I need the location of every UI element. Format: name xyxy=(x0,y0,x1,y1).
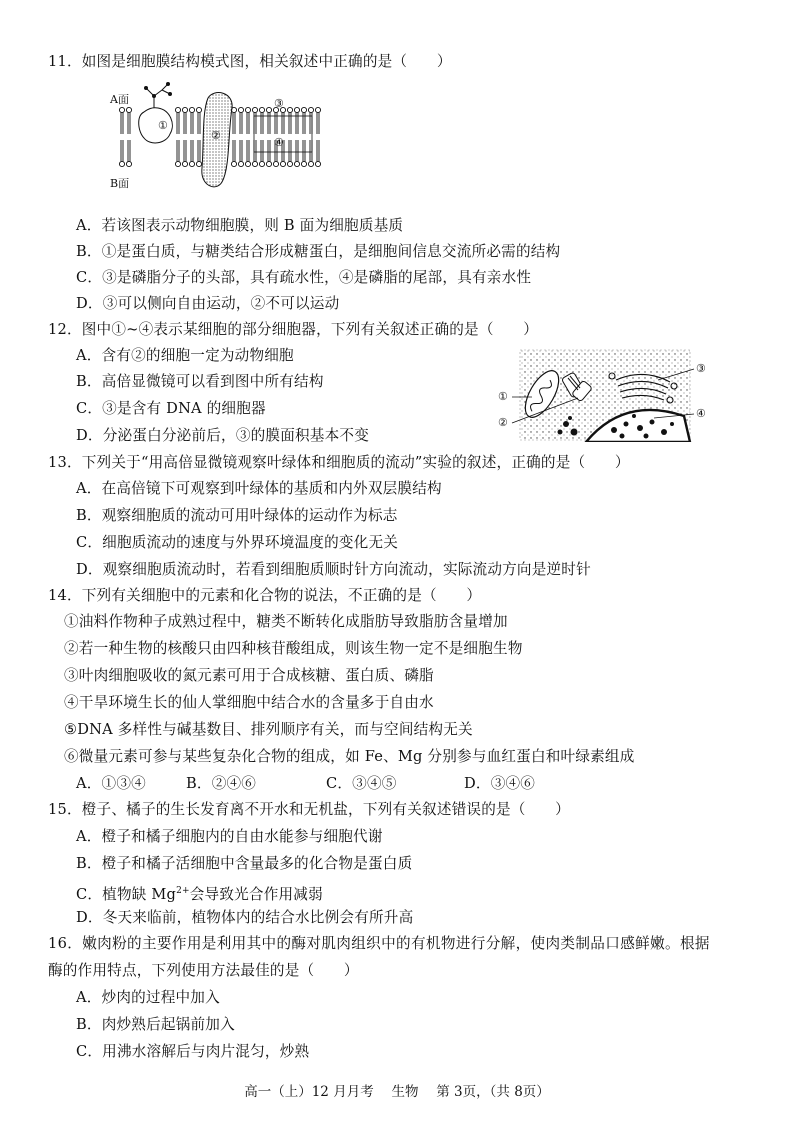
q14-stem: 14．下列有关细胞中的元素和化合物的说法，不正确的是（ ） xyxy=(48,587,482,604)
q14-choice-a: A．①③④ xyxy=(76,775,146,792)
organelle-diagram xyxy=(494,346,714,442)
q11-option-b: B．①是蛋白质，与糖类结合形成糖蛋白，是细胞间信息交流所必需的结构 xyxy=(76,243,561,260)
q16-option-c: C．用沸水溶解后与肉片混匀，炒熟 xyxy=(76,1043,310,1060)
figure-mark-2: ② xyxy=(211,129,221,142)
q12-stem: 12．图中①~④表示某细胞的部分细胞器，下列有关叙述正确的是（ ） xyxy=(48,321,539,338)
q13-option-c: C．细胞质流动的速度与外界环境温度的变化无关 xyxy=(76,534,399,551)
q11-option-a: A．若该图表示动物细胞膜，则 B 面为细胞质基质 xyxy=(76,217,404,234)
q14-statement-2: ②若一种生物的核酸只由四种核苷酸组成，则该生物一定不是细胞生物 xyxy=(64,640,523,657)
organelle-mark-3: ③ xyxy=(696,362,706,375)
q15-option-c xyxy=(76,881,323,905)
q15-option-c-superscript: 2+ xyxy=(176,886,190,896)
q15-option-c-rest: 会导致光合作用减弱 xyxy=(189,886,323,903)
q14-statement-6: ⑥微量元素可参与某些复杂化合物的组成，如 Fe、Mg 分别参与血红蛋白和叶绿素组成 xyxy=(64,748,635,765)
organelle-mark-4: ④ xyxy=(696,407,706,420)
q14-statement-5: ⑤DNA 多样性与碱基数目、排列顺序有关，而与空间结构无关 xyxy=(64,721,473,738)
q14-statement-3: ③叶肉细胞吸收的氮元素可用于合成核糖、蛋白质、磷脂 xyxy=(64,667,434,684)
q12-option-b: B．高倍显微镜可以看到图中所有结构 xyxy=(76,373,324,390)
q14-choice-d: D．③④⑥ xyxy=(464,775,536,792)
q11-stem: 11．如图是细胞膜结构模式图，相关叙述中正确的是（ ） xyxy=(48,53,452,70)
q14-choice-b: B．②④⑥ xyxy=(186,775,257,792)
q16-stem-line2: 酶的作用特点，下列使用方法最佳的是（ ） xyxy=(48,962,359,979)
q15-option-d: D．冬天来临前，植物体内的结合水比例会有所升高 xyxy=(76,909,414,926)
q15-option-b: B．橙子和橘子活细胞中含量最多的化合物是蛋白质 xyxy=(76,855,413,872)
figure-label-b-face: B面 xyxy=(110,177,130,190)
page-footer: 高一（上）12 月月考 生物 第 3页，（共 8页） xyxy=(244,1084,550,1100)
organelle-figure xyxy=(494,346,714,442)
q13-option-b: B．观察细胞质的流动可用叶绿体的运动作为标志 xyxy=(76,507,398,524)
q16-stem-line1: 16．嫩肉粉的主要作用是利用其中的酶对肌肉组织中的有机物进行分解，使肉类制品口感鲜嫩。根据 xyxy=(48,935,710,952)
q12-option-c: C．③是含有 DNA 的细胞器 xyxy=(76,400,266,417)
q13-stem: 13．下列关于“用高倍显微镜观察叶绿体和细胞质的流动”实验的叙述，正确的是（ ） xyxy=(48,454,630,471)
q14-choice-c: C．③④⑤ xyxy=(326,775,397,792)
q15-option-c-text: C．植物缺 Mg xyxy=(76,886,177,903)
organelle-mark-2: ② xyxy=(498,416,508,429)
q12-option-d: D．分泌蛋白分泌前后，③的膜面积基本不变 xyxy=(76,427,369,444)
q15-stem: 15．橙子、橘子的生长发育离不开水和无机盐，下列有关叙述错误的是（ ） xyxy=(48,801,570,818)
cell-membrane-figure xyxy=(104,82,324,192)
figure-label-a-face: A面 xyxy=(110,93,129,106)
figure-mark-4: ④ xyxy=(274,136,284,149)
q14-statement-1: ①油料作物种子成熟过程中，糖类不断转化成脂肪导致脂肪含量增加 xyxy=(64,613,508,630)
q15-option-a: A．橙子和橘子细胞内的自由水能参与细胞代谢 xyxy=(76,828,383,845)
q16-option-b: B．肉炒熟后起锅前加入 xyxy=(76,1016,235,1033)
q14-statement-4: ④干旱环境生长的仙人掌细胞中结合水的含量多于自由水 xyxy=(64,694,434,711)
figure-mark-3: ③ xyxy=(274,97,284,110)
q12-option-a: A．含有②的细胞一定为动物细胞 xyxy=(76,347,294,364)
q13-option-a: A．在高倍镜下可观察到叶绿体的基质和内外双层膜结构 xyxy=(76,480,442,497)
q13-option-d: D．观察细胞质流动时，若看到细胞质顺时针方向流动，实际流动方向是逆时针 xyxy=(76,561,591,578)
organelle-mark-1: ① xyxy=(498,390,508,403)
q16-option-a: A．炒肉的过程中加入 xyxy=(76,989,220,1006)
figure-mark-1: ① xyxy=(158,119,168,132)
q11-option-d: D．③可以侧向自由运动，②不可以运动 xyxy=(76,295,340,312)
q11-option-c: C．③是磷脂分子的头部，具有疏水性，④是磷脂的尾部，具有亲水性 xyxy=(76,269,532,286)
